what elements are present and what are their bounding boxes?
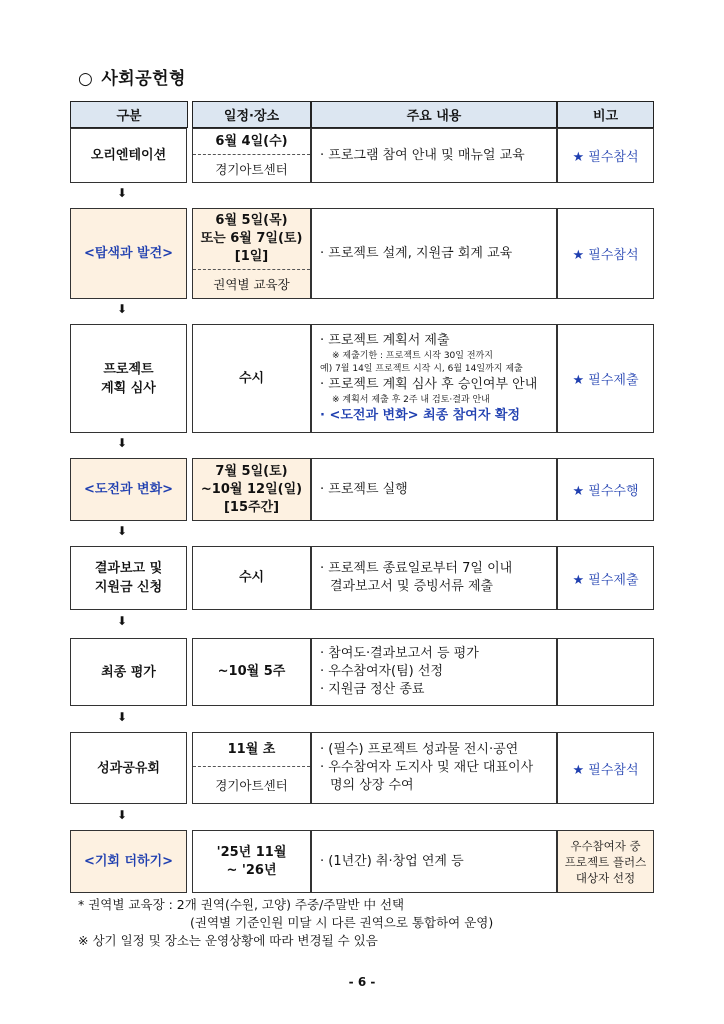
content-line: · 참여도·결과보고서 등 평가 [320, 646, 479, 661]
row-review-category [70, 324, 187, 433]
schedule-date: ~10월 12일(일) [200, 481, 303, 497]
schedule-date: 7월 5일(토) [215, 463, 288, 479]
row-sharing-schedule [192, 732, 311, 804]
content-subnote: 예) 7월 14일 프로젝트 시작 시, 6월 14일까지 제출 [320, 364, 523, 374]
section-title-text: 사회공헌형 [101, 69, 186, 89]
schedule-date: '25년 11월 [216, 844, 287, 860]
schedule-date: ~ '26년 [226, 862, 277, 878]
category-label: 계획 심사 [101, 380, 156, 396]
row-sharing-note: ★ 필수참석 [557, 732, 654, 804]
schedule-date: ~10월 5주 [217, 664, 286, 679]
schedule-dates [193, 831, 310, 892]
row-orientation-content [311, 128, 557, 183]
row-orientation-schedule [192, 128, 311, 183]
row-report-schedule [192, 546, 311, 610]
section-title [78, 64, 186, 89]
category-label: 지원금 신청 [94, 580, 163, 595]
category-label: 성과공유회 [97, 760, 160, 776]
category-label: 프로젝트 [103, 361, 154, 377]
category-label: 결과보고 및 [94, 561, 163, 576]
note-line: 대상자 선정 [575, 870, 636, 885]
content-line: · 프로젝트 계획 심사 후 승인여부 안내 [320, 377, 538, 392]
content-line: · 프로그램 참여 안내 및 매뉴얼 교육 [320, 147, 525, 163]
content-line: · 지원금 정산 종료 [320, 682, 425, 697]
schedule-date: 6월 4일(수) [215, 133, 288, 149]
schedule-date: 수시 [238, 370, 265, 386]
content-line: · (필수) 프로젝트 성과물 전시·공연 [320, 742, 519, 757]
down-arrow-icon: ⬇ [117, 710, 128, 724]
down-arrow-icon: ⬇ [117, 302, 128, 316]
row-opportunity-schedule [192, 830, 311, 893]
content-line: 결과보고서 및 증빙서류 제출 [330, 579, 494, 594]
row-report-category [70, 546, 187, 610]
content-line: 명의 상장 수여 [330, 778, 414, 793]
note-line: 우수참여자 중 [570, 838, 641, 853]
row-exploration-schedule [192, 208, 311, 299]
schedule-dates [193, 459, 310, 520]
schedule-place: 경기아트센터 [193, 766, 310, 803]
row-opportunity-category [70, 830, 187, 893]
row-challenge-note: ★ 필수수행 [557, 458, 654, 521]
row-evaluation-category [70, 638, 187, 706]
row-evaluation-schedule [192, 638, 311, 706]
row-challenge-schedule [192, 458, 311, 521]
row-opportunity-note [557, 830, 654, 893]
content-line: · 프로젝트 설계, 지원금 회계 교육 [320, 245, 513, 261]
circle-marker-icon: ○ [78, 69, 94, 89]
row-exploration-note: ★ 필수참석 [557, 208, 654, 299]
footnote-region: * 권역별 교육장 : 2개 권역(수원, 고양) 주중/주말반 中 선택 [78, 897, 405, 912]
schedule-date: 수시 [238, 570, 265, 585]
footnote-change: ※ 상기 일정 및 장소는 운영상황에 따라 변경될 수 있음 [78, 933, 378, 948]
header-schedule: 일정·장소 [192, 101, 311, 128]
row-review-note: ★ 필수제출 [557, 324, 654, 433]
row-exploration-category [70, 208, 187, 299]
footnote-region-detail: (권역별 기준인원 미달 시 다른 권역으로 통합하여 운영) [190, 915, 494, 930]
down-arrow-icon: ⬇ [117, 614, 128, 628]
row-sharing-content [311, 732, 557, 804]
down-arrow-icon: ⬇ [117, 436, 128, 450]
down-arrow-icon: ⬇ [117, 808, 128, 822]
row-report-note: ★ 필수제출 [557, 546, 654, 610]
header-category: 구분 [70, 101, 188, 128]
content-line: · 프로젝트 실행 [320, 481, 408, 497]
content-line: · 우수참여자(팀) 선정 [320, 664, 444, 679]
content-line: · 프로젝트 계획서 제출 [320, 333, 450, 348]
content-subnote: ※ 제출기한 : 프로젝트 시작 30일 전까지 [332, 351, 493, 361]
down-arrow-icon: ⬇ [117, 524, 128, 538]
content-line: · 프로젝트 종료일로부터 7일 이내 [320, 561, 513, 576]
row-challenge-content [311, 458, 557, 521]
row-review-schedule [192, 324, 311, 433]
category-label: <기회 더하기> [83, 854, 174, 869]
category-label: 최종 평가 [101, 664, 156, 680]
row-opportunity-content [311, 830, 557, 893]
category-label: <도전과 변화> [83, 482, 174, 497]
header-content: 주요 내용 [311, 101, 557, 128]
header-note: 비고 [557, 101, 654, 128]
row-sharing-category [70, 732, 187, 804]
schedule-date: 6월 5일(목) [215, 213, 288, 228]
down-arrow-icon: ⬇ [117, 186, 128, 200]
schedule-date: 또는 6월 7일(토) [200, 231, 303, 246]
row-report-content [311, 546, 557, 610]
page-number: - 6 - [348, 975, 376, 989]
schedule-place: 경기아트센터 [193, 154, 310, 182]
row-orientation-note: ★ 필수참석 [557, 128, 654, 183]
row-challenge-category [70, 458, 187, 521]
content-highlight: · <도전과 변화> 최종 참여자 확정 [320, 408, 521, 423]
schedule-place: 권역별 교육장 [193, 269, 310, 298]
schedule-dates [193, 209, 310, 269]
content-subnote: ※ 계획서 제출 후 2주 내 검토·결과 안내 [332, 395, 490, 405]
schedule-date: 11월 초 [227, 741, 276, 757]
row-exploration-content [311, 208, 557, 299]
category-label: <탐색과 발견> [83, 246, 174, 261]
row-evaluation-note [557, 638, 654, 706]
content-line: · (1년간) 취·창업 연계 등 [320, 853, 464, 869]
row-review-content [311, 324, 557, 433]
note-line: 프로젝트 플러스 [564, 854, 647, 869]
schedule-duration: [1일] [234, 249, 269, 264]
category-label: 오리엔테이션 [90, 148, 167, 163]
schedule-duration: [15주간] [223, 499, 280, 515]
row-evaluation-content [311, 638, 557, 706]
row-orientation-category [70, 128, 187, 183]
content-line: · 우수참여자 도지사 및 재단 대표이사 [320, 760, 534, 775]
